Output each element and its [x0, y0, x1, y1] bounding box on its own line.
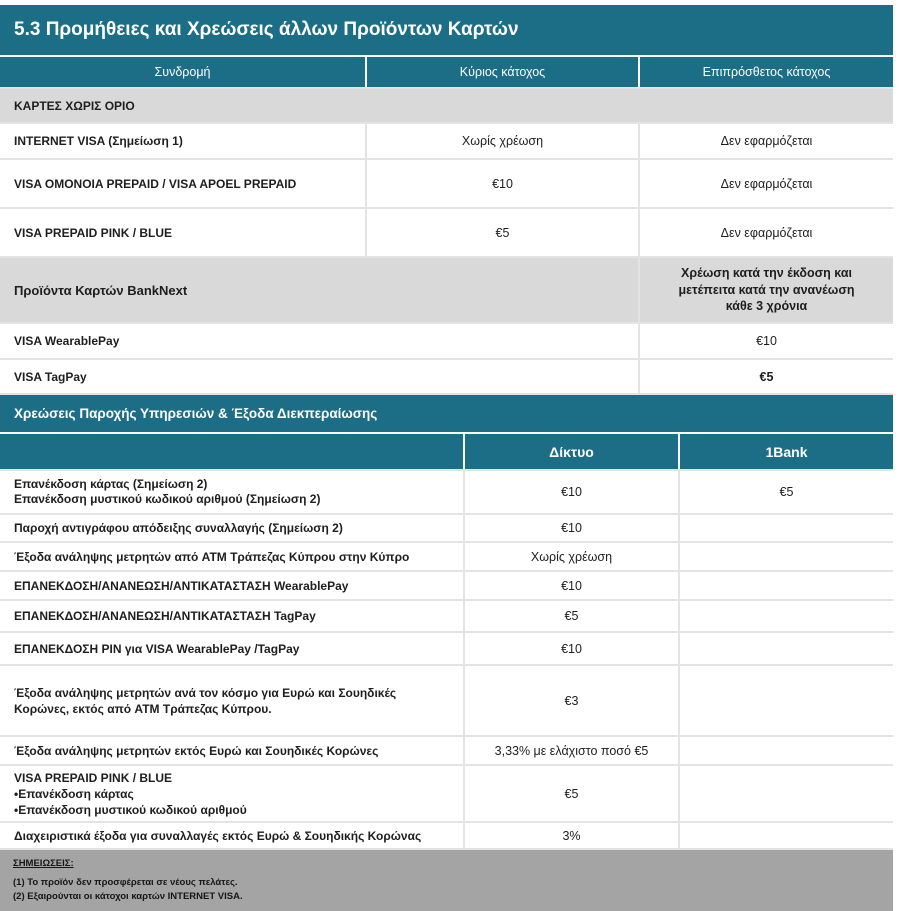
table-row-reissue-wearablepay [0, 572, 893, 599]
onebank-fee-value [680, 633, 893, 664]
note-item: (2) Εξαιρούνται οι κάτοχοι καρτών INTERNET VISA. [13, 891, 243, 902]
row-label: ΕΠΑΝΕΚΔΟΣΗ/ΑΝΑΝΕΩΣΗ/ΑΝΤΙΚΑΤΑΣΤΑΣΗ WearablePay [0, 572, 463, 599]
table-row-internet-visa [0, 124, 893, 158]
additional-holder-value: Δεν εφαρμόζεται [640, 160, 893, 207]
table-row-receipt-copy [0, 515, 893, 541]
row-label: Έξοδα ανάληψης μετρητών από ATM Τράπεζας Κύπρου στην Κύπρο [0, 543, 463, 570]
network-fee-value: €10 [465, 471, 678, 513]
row-label: VISA PREPAID PINK / BLUE [0, 209, 365, 256]
onebank-fee-value [680, 601, 893, 631]
column-header-additional-holder: Επιπρόσθετος κάτοχος [640, 57, 893, 87]
notes-title: ΣΗΜΕΙΩΣΕΙΣ: [13, 858, 74, 869]
row-label: VISA OMONOIA PREPAID / VISA APOEL PREPAID [0, 160, 365, 207]
column-header-subscription: Συνδρομή [0, 57, 365, 87]
row-label [0, 471, 463, 513]
section-title: 5.3 Προμήθειες και Χρεώσεις άλλων Προϊόντων Καρτών [14, 19, 519, 40]
section-title-bar [0, 5, 893, 55]
table-row-card-reissue [0, 471, 893, 513]
services-table-header [0, 395, 893, 469]
network-fee-value: €3 [465, 666, 678, 735]
onebank-fee-value [680, 515, 893, 541]
network-fee-value: Χωρίς χρέωση [465, 543, 678, 570]
onebank-fee-value [680, 766, 893, 821]
network-fee-value: 3% [465, 823, 678, 848]
table-row-tagpay [0, 360, 893, 393]
row-label-line: •Επανέκδοση μυστικού κωδικού αριθμού [14, 802, 247, 817]
table-row-prepaid-pink-blue [0, 209, 893, 256]
row-label [0, 666, 463, 735]
network-fee-value: 3,33% με ελάχιστο ποσό €5 [465, 737, 678, 764]
table-row-atm-non-euro [0, 737, 893, 764]
row-label: Έξοδα ανάληψης μετρητών εκτός Ευρώ και Σουηδικές Κορώνες [0, 737, 463, 764]
additional-holder-value: Δεν εφαρμόζεται [640, 209, 893, 256]
network-fee-value: €10 [465, 572, 678, 599]
fee-header-line: κάθε 3 χρόνια [725, 299, 808, 314]
section-row-unlimited-cards [0, 89, 893, 122]
additional-holder-value: Δεν εφαρμόζεται [640, 124, 893, 158]
notes-section [0, 850, 893, 911]
column-header-network: Δίκτυο [465, 434, 678, 469]
cards-column-headers [0, 57, 893, 87]
onebank-fee-value [680, 823, 893, 848]
section-row-banknext [0, 258, 893, 322]
network-fee-value: €5 [465, 601, 678, 631]
row-label: ΕΠΑΝΕΚΔΟΣΗ PIN για VISA WearablePay /TagPay [0, 633, 463, 664]
note-item: (1) Το προϊόν δεν προσφέρεται σε νέους πελάτες. [13, 877, 238, 888]
row-label: Παροχή αντιγράφου απόδειξης συναλλαγής (Σημείωση 2) [0, 515, 463, 541]
onebank-fee-value [680, 666, 893, 735]
primary-holder-value: Χωρίς χρέωση [367, 124, 638, 158]
notes-list [13, 876, 880, 904]
section-heading: Προϊόντα Καρτών BankNext [0, 258, 638, 322]
network-fee-value: €10 [465, 515, 678, 541]
row-label: VISA TagPay [0, 360, 638, 393]
table-row-omonoia-apoel-prepaid [0, 160, 893, 207]
row-label: INTERNET VISA (Σημείωση 1) [0, 124, 365, 158]
services-column-headers [0, 434, 893, 469]
row-label [0, 766, 463, 821]
table-row-prepaid-reissue [0, 766, 893, 821]
section-heading: ΚΑΡΤΕΣ ΧΩΡΙΣ ΟΡΙΟ [0, 89, 893, 122]
services-title: Χρεώσεις Παροχής Υπηρεσιών & Έξοδα Διεκπεραίωσης [14, 406, 378, 421]
network-fee-value: €5 [465, 766, 678, 821]
column-header-blank [0, 434, 463, 469]
fee-value: €10 [640, 324, 893, 358]
fee-value: €5 [640, 360, 893, 393]
network-fee-value: €10 [465, 633, 678, 664]
onebank-fee-value [680, 737, 893, 764]
onebank-fee-value [680, 543, 893, 570]
column-header-1bank: 1Bank [680, 434, 893, 469]
onebank-fee-value [680, 572, 893, 599]
row-label-line: Κορώνες, εκτός από ATM Τράπεζας Κύπρου. [14, 701, 272, 716]
row-label-line: Έξοδα ανάληψης μετρητών ανά τον κόσμο για Ευρώ και Σουηδικές [14, 685, 397, 700]
row-label-line: Επανέκδοση κάρτας (Σημείωση 2) [14, 477, 208, 491]
row-label-line: Επανέκδοση μυστικού κωδικού αριθμού (Σημείωση 2) [14, 492, 321, 506]
table-row-reissue-tagpay [0, 601, 893, 631]
fee-column-header [640, 258, 893, 322]
onebank-fee-value: €5 [680, 471, 893, 513]
table-row-atm-worldwide [0, 666, 893, 735]
cards-table-header [0, 5, 893, 87]
primary-holder-value: €5 [367, 209, 638, 256]
fee-header-line: μετέπειτα κατά την ανανέωση [678, 282, 855, 297]
row-label: ΕΠΑΝΕΚΔΟΣΗ/ΑΝΑΝΕΩΣΗ/ΑΝΤΙΚΑΤΑΣΤΑΣΗ TagPay [0, 601, 463, 631]
table-row-wearablepay [0, 324, 893, 358]
table-row-admin-fees [0, 823, 893, 848]
services-title-bar [0, 395, 893, 432]
table-row-atm-cyprus [0, 543, 893, 570]
column-header-primary-holder: Κύριος κάτοχος [367, 57, 638, 87]
row-label-line: •Επανέκδοση κάρτας [14, 786, 134, 801]
fee-header-line: Χρέωση κατά την έκδοση και [681, 266, 852, 281]
row-label: VISA WearablePay [0, 324, 638, 358]
primary-holder-value: €10 [367, 160, 638, 207]
row-label-line: VISA PREPAID PINK / BLUE [14, 770, 173, 785]
fee-table [0, 5, 893, 911]
row-label: Διαχειριστικά έξοδα για συναλλαγές εκτός Ευρώ & Σουηδικής Κορώνας [0, 823, 463, 848]
table-row-pin-reissue [0, 633, 893, 664]
